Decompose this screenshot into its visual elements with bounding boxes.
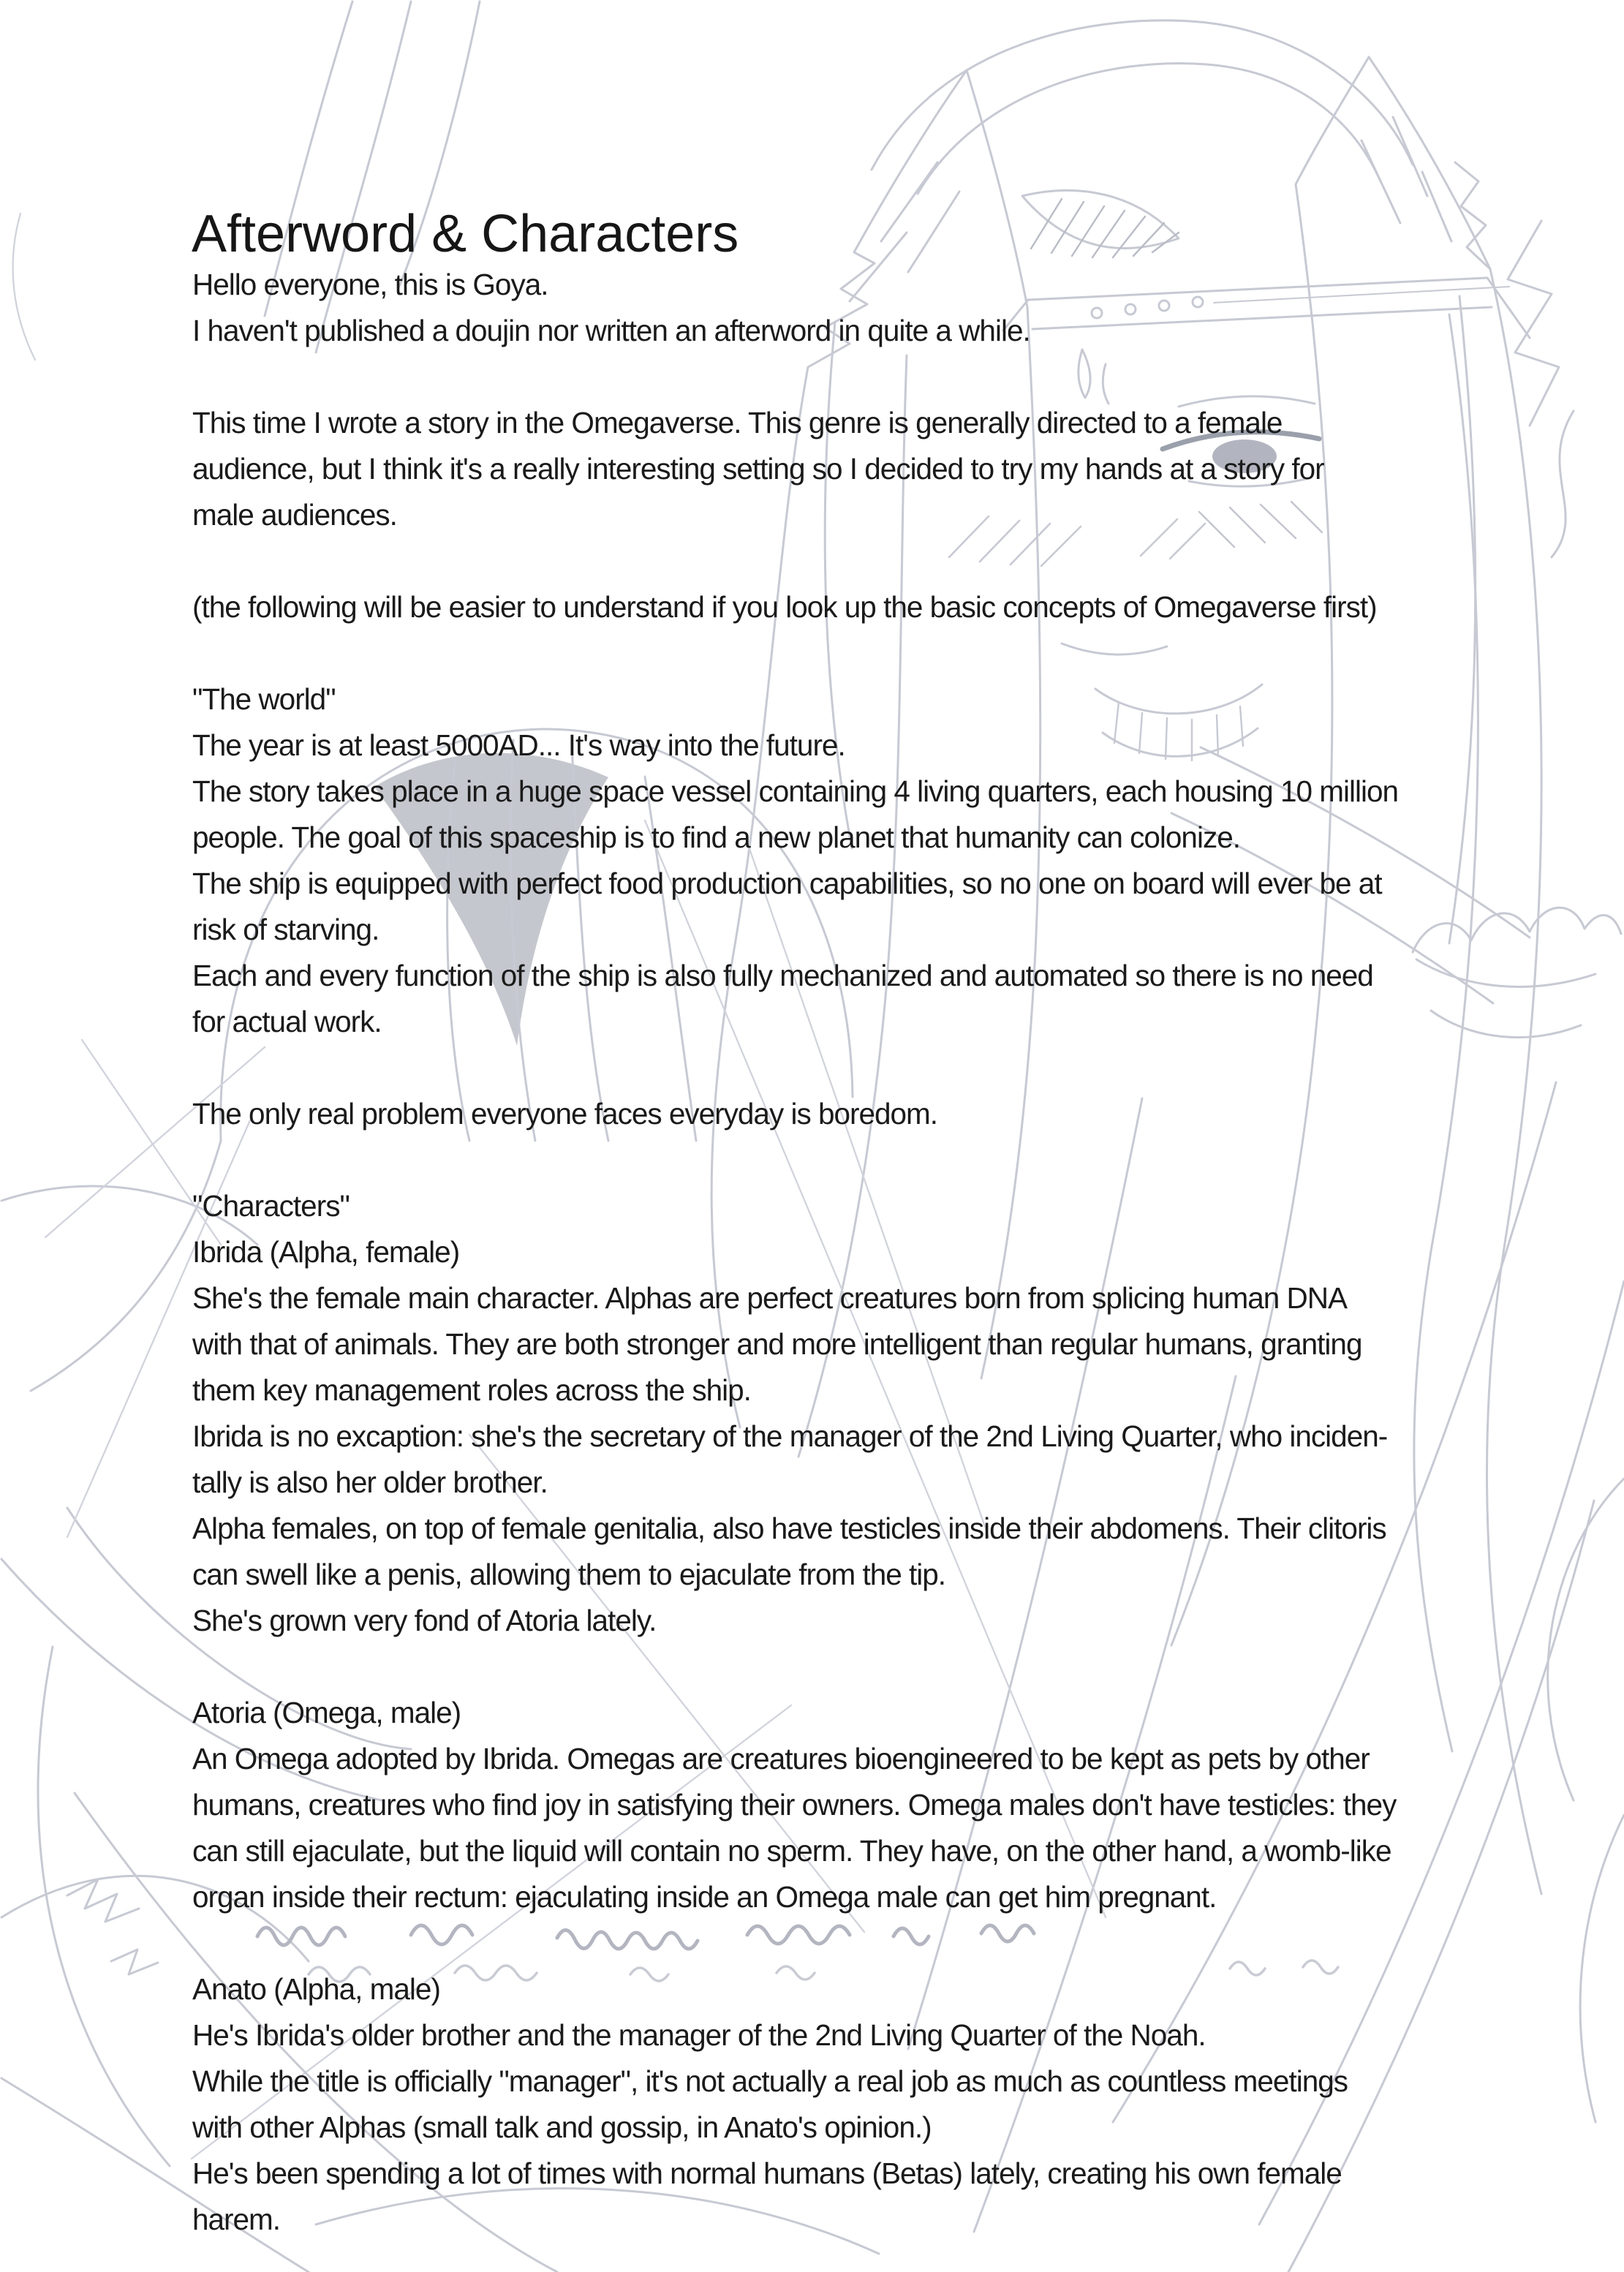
- body-line: harem.: [192, 2203, 281, 2236]
- blank-line: [192, 1920, 1508, 1966]
- body-line: He's been spending a lot of times with normal humans (Betas) lately, creating his own female: [192, 2156, 1342, 2190]
- body-line: audience, but I think it's a really interesting setting so I decided to try my hands at a story for: [192, 452, 1324, 486]
- body-line: risk of starving.: [192, 913, 379, 946]
- body-line: (the following will be easier to understand if you look up the basic concepts of Omegaverse first): [192, 590, 1377, 624]
- body-line: Ibrida is no excaption: she's the secretary of the manager of the 2nd Living Quarter, who inciden-: [192, 1419, 1388, 1453]
- blank-line: [192, 538, 1508, 584]
- body-line: for actual work.: [192, 1005, 382, 1038]
- body-line: people. The goal of this spaceship is to find a new planet that humanity can colonize.: [192, 820, 1240, 854]
- body-line: Alpha females, on top of female genitalia, also have testicles inside their abdomens. Their clitoris: [192, 1511, 1386, 1545]
- blank-line: [192, 1137, 1508, 1183]
- blank-line: [192, 1644, 1508, 1690]
- afterword-body: [192, 262, 1508, 2243]
- body-line: This time I wrote a story in the Omegaverse. This genre is generally directed to a female: [192, 406, 1283, 439]
- blank-line: [192, 630, 1508, 676]
- body-line: The year is at least 5000AD... It's way into the future.: [192, 728, 845, 762]
- body-line: She's the female main character. Alphas are perfect creatures born from splicing human DNA: [192, 1281, 1348, 1315]
- body-line: She's grown very fond of Atoria lately.: [192, 1604, 657, 1637]
- body-line: Each and every function of the ship is also fully mechanized and automated so there is no need: [192, 959, 1373, 992]
- body-line: An Omega adopted by Ibrida. Omegas are creatures bioengineered to be kept as pets by other: [192, 1742, 1370, 1775]
- body-line: "Characters": [192, 1189, 350, 1223]
- body-line: While the title is officially "manager", it's not actually a real job as much as countless meetings: [192, 2064, 1348, 2098]
- body-line: The story takes place in a huge space vessel containing 4 living quarters, each housing 10 million: [192, 774, 1399, 808]
- body-line: tally is also her older brother.: [192, 1465, 548, 1499]
- body-line: can still ejaculate, but the liquid will contain no sperm. They have, on the other hand, a womb-like: [192, 1834, 1391, 1868]
- body-line: I haven't published a doujin nor written an afterword in quite a while.: [192, 314, 1030, 347]
- body-line: male audiences.: [192, 498, 397, 532]
- body-line: can swell like a penis, allowing them to ejaculate from the tip.: [192, 1558, 946, 1591]
- body-line: Ibrida (Alpha, female): [192, 1235, 460, 1269]
- body-line: He's Ibrida's older brother and the manager of the 2nd Living Quarter of the Noah.: [192, 2018, 1206, 2052]
- body-line: The only real problem everyone faces everyday is boredom.: [192, 1097, 938, 1131]
- page-title: Afterword & Characters: [192, 205, 739, 263]
- body-line: Anato (Alpha, male): [192, 1972, 440, 2006]
- blank-line: [192, 1045, 1508, 1091]
- body-line: "The world": [192, 682, 336, 716]
- body-line: humans, creatures who find joy in satisfying their owners. Omega males don't have testicles: they: [192, 1788, 1397, 1822]
- body-line: The ship is equipped with perfect food production capabilities, so no one on board will ever be at: [192, 867, 1382, 900]
- body-line: with that of animals. They are both stronger and more intelligent than regular humans, granting: [192, 1327, 1362, 1361]
- blank-line: [192, 354, 1508, 400]
- body-line: Atoria (Omega, male): [192, 1696, 461, 1729]
- body-line: with other Alphas (small talk and gossip, in Anato's opinion.): [192, 2110, 932, 2144]
- body-line: them key management roles across the ship.: [192, 1373, 751, 1407]
- body-line: organ inside their rectum: ejaculating inside an Omega male can get him pregnant.: [192, 1880, 1217, 1914]
- body-line: Hello everyone, this is Goya.: [192, 268, 548, 301]
